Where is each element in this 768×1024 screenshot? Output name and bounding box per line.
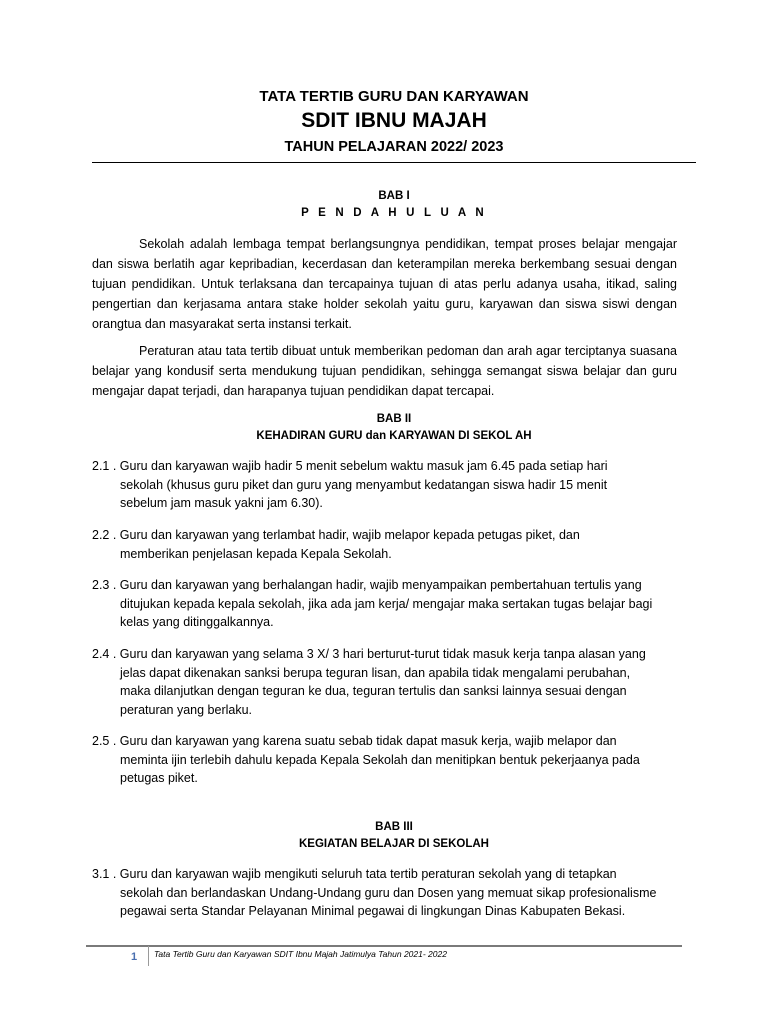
rule-item-line: jelas dapat dikenakan sanksi berupa teguran lisan, dan apabila tidak mengalami perubahan,	[120, 665, 631, 680]
rule-item-line: pegawai serta Standar Pelayanan Minimal pegawai di lingkungan Dinas Kabupaten Bekasi.	[120, 904, 626, 918]
rule-item-line: sekolah dan berlandaskan Undang-Undang guru dan Dosen yang memuat sikap profesionalisme	[120, 885, 657, 900]
rule-item-line: memberikan penjelasan kepada Kepala Sekolah.	[120, 546, 392, 561]
rule-item-line: 2.1 . Guru dan karyawan wajib hadir 5 menit sebelum waktu masuk jam 6.45 pada setiap hari	[92, 459, 608, 473]
school-name: SDIT IBNU MAJAH	[301, 109, 487, 132]
bab1-paragraph-2: Peraturan atau tata tertib dibuat untuk memberikan pedoman dan arah agar terciptanya suasana belajar yang kondusif serta mendukung tujuan pendidikan, sehingga semangat siswa belajar dan guru mengajar dapat terjadi, dan harapanya tujuan pendidikan dapat tercapai.	[92, 344, 677, 398]
bab1-number: BAB I	[378, 190, 410, 202]
footer-separator	[148, 946, 149, 966]
rule-item-line: sekolah (khusus guru piket dan guru yang menyambut kedatangan siswa hadir 15 menit	[120, 477, 608, 492]
rule-item-line: 2.3 . Guru dan karyawan yang berhalangan hadir, wajib menyampaikan pembertahuan tertulis yang	[92, 578, 642, 592]
rule-item-line: 2.4 . Guru dan karyawan yang selama 3 X/ 3 hari berturut-turut tidak masuk kerja tanpa alasan yang	[92, 647, 646, 661]
bab2-heading	[92, 411, 696, 445]
rule-item-line: 3.1 . Guru dan karyawan wajib mengikuti seluruh tata tertib peraturan sekolah yang di tetapkan	[92, 867, 617, 881]
rule-item-2-3	[92, 576, 682, 632]
page-number: 1	[131, 951, 138, 963]
rule-item-line: 2.5 . Guru dan karyawan yang karena suatu sebab tidak dapat masuk kerja, wajib melapor dan	[92, 734, 617, 748]
bab2-title: KEHADIRAN GURU dan KARYAWAN DI SEKOL AH	[256, 430, 532, 442]
bab1-heading	[92, 188, 696, 222]
rule-item-2-1	[92, 457, 682, 513]
footer-divider	[86, 945, 682, 947]
document-header	[92, 87, 696, 157]
rule-item-line: meminta ijin terlebih dahulu kepada Kepala Sekolah dan menitipkan bentuk pekerjaanya pada	[120, 752, 640, 767]
rule-item-line: 2.2 . Guru dan karyawan yang terlambat hadir, wajib melapor kepada petugas piket, dan	[92, 528, 580, 542]
rule-item-line: sebelum jam masuk yakni jam 6.30).	[120, 496, 323, 510]
bab1-title: P E N D A H U L U A N	[301, 207, 487, 219]
bab3-number: BAB III	[375, 821, 413, 833]
header-title: TATA TERTIB GURU DAN KARYAWAN	[259, 88, 529, 105]
rule-item-2-5	[92, 732, 682, 788]
academic-year: TAHUN PELAJARAN 2022/ 2023	[284, 139, 504, 155]
bab2-number: BAB II	[376, 413, 412, 425]
header-divider	[92, 162, 696, 163]
rule-item-line: ditujukan kepada kepala sekolah, jika ada jam kerja/ mengajar maka sertakan tugas belajar bagi	[120, 596, 653, 611]
bab1-paragraph-1: Sekolah adalah lembaga tempat berlangsungnya pendidikan, tempat proses belajar mengajar dan siswa berlatih agar kepribadian, kecerdasan dan keterampilan mereka berkembang sesuai dengan tujuan pendidikan. Untuk terlaksana dan tercapainya tujuan di atas perlu adanya usaha, itikad, saling pengertian dan kerjasama antara stake holder sekolah yaitu guru, karyawan dan siswa siswi dengan orangtua dan masyarakat serta instansi terkait.	[92, 237, 677, 331]
rule-item-line: petugas piket.	[120, 771, 198, 785]
rule-item-line: kelas yang ditinggalkannya.	[120, 615, 274, 629]
rule-item-line: maka dilanjutkan dengan teguran ke dua, teguran tertulis dan sanksi lainnya sesuai dengan	[120, 684, 627, 698]
rule-item-2-2	[92, 526, 682, 563]
bab3-title: KEGIATAN BELAJAR DI SEKOLAH	[299, 838, 489, 850]
rule-item-line: peraturan yang berlaku.	[120, 702, 253, 717]
footer-text: Tata Tertib Guru dan Karyawan SDIT Ibnu Majah Jatimulya Tahun 2021- 2022	[154, 949, 447, 959]
rule-item-2-4	[92, 645, 682, 719]
bab3-heading	[92, 819, 696, 853]
rule-item-3-1	[92, 865, 682, 921]
